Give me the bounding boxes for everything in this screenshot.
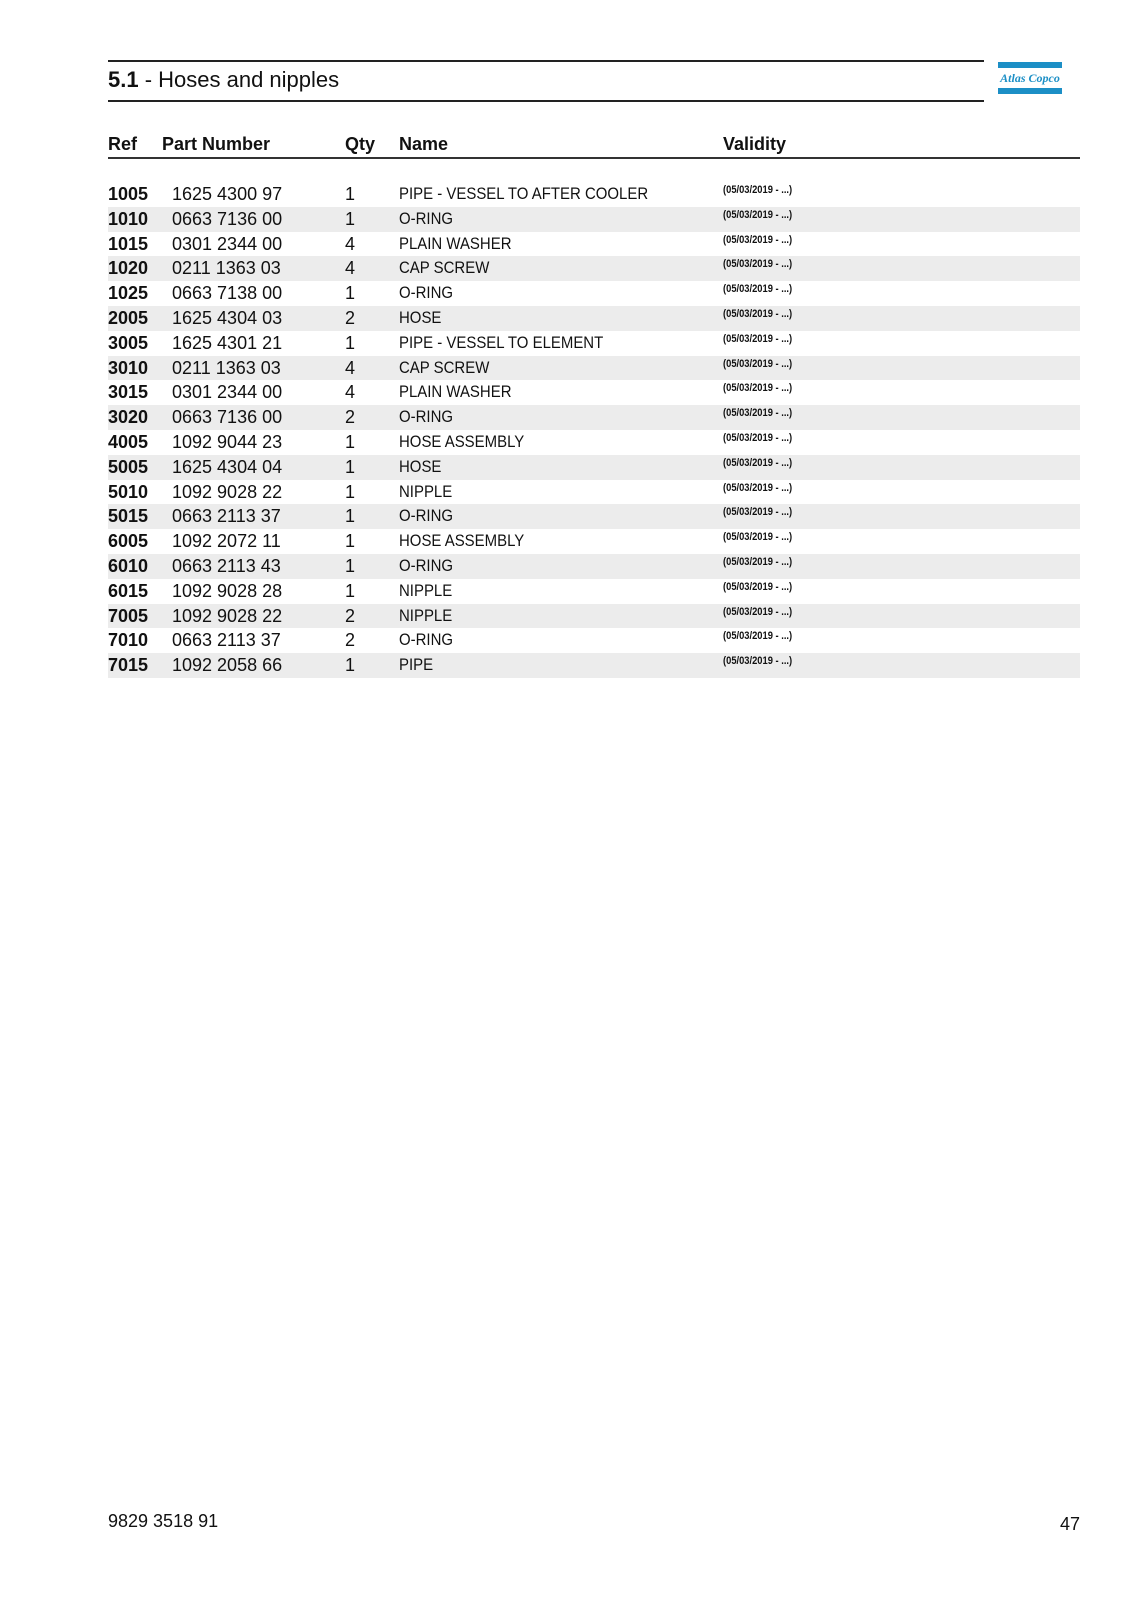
cell-validity: (05/03/2019 - ...): [723, 555, 793, 568]
cell-name: O-RING: [399, 407, 454, 427]
header-rule: [108, 157, 1080, 159]
cell-validity: (05/03/2019 - ...): [723, 407, 793, 420]
cell-validity: (05/03/2019 - ...): [723, 580, 793, 593]
cell-part-number: 1092 9028 28: [172, 580, 283, 601]
table-row: [108, 579, 1080, 604]
header-part-number: Part Number: [162, 134, 271, 154]
cell-name: PIPE: [399, 655, 434, 675]
cell-validity: (05/03/2019 - ...): [723, 605, 793, 618]
header-validity: Validity: [723, 134, 787, 154]
table-row: [108, 430, 1080, 455]
cell-ref: 7005: [108, 605, 149, 626]
cell-qty: 4: [345, 357, 356, 378]
table-row: [108, 380, 1080, 405]
cell-name: O-RING: [399, 555, 454, 575]
header-qty: Qty: [345, 134, 376, 154]
cell-validity: (05/03/2019 - ...): [723, 456, 793, 469]
cell-name: PIPE - VESSEL TO AFTER COOLER: [399, 184, 649, 203]
cell-qty: 4: [345, 233, 356, 254]
cell-qty: 1: [345, 506, 356, 527]
cell-name: NIPPLE: [399, 605, 453, 625]
table-header: [108, 130, 1080, 158]
cell-ref: 3010: [108, 357, 149, 378]
cell-part-number: 0211 1363 03: [172, 258, 281, 279]
cell-qty: 2: [345, 605, 356, 626]
cell-ref: 6015: [108, 580, 149, 601]
table-row: [108, 405, 1080, 430]
cell-ref: 1015: [108, 233, 149, 254]
cell-part-number: 1092 2072 11: [172, 531, 281, 552]
table-row: [108, 529, 1080, 554]
table-row: [108, 628, 1080, 653]
table-row: [108, 232, 1080, 257]
cell-qty: 1: [345, 332, 356, 353]
cell-qty: 1: [345, 655, 356, 676]
cell-qty: 1: [345, 431, 356, 452]
cell-qty: 1: [345, 456, 356, 477]
cell-name: CAP SCREW: [399, 258, 490, 278]
cell-part-number: 1625 4300 97: [172, 184, 283, 204]
cell-name: PLAIN WASHER: [399, 233, 512, 253]
table-row: [108, 554, 1080, 579]
cell-part-number: 0301 2344 00: [172, 382, 283, 403]
header-name: Name: [399, 134, 449, 154]
cell-ref: 3005: [108, 332, 149, 353]
cell-qty: 1: [345, 481, 356, 502]
title-rule-bottom: [108, 100, 984, 102]
cell-name: O-RING: [399, 630, 454, 650]
atlas-copco-logo: [998, 62, 1062, 94]
cell-part-number: 1625 4304 04: [172, 456, 283, 477]
cell-part-number: 1092 9044 23: [172, 431, 283, 452]
cell-name: HOSE ASSEMBLY: [399, 431, 525, 451]
table-row: [108, 504, 1080, 529]
cell-validity: (05/03/2019 - ...): [723, 357, 793, 370]
cell-name: PIPE - VESSEL TO ELEMENT: [399, 332, 604, 352]
cell-validity: (05/03/2019 - ...): [723, 208, 793, 221]
cell-name: HOSE ASSEMBLY: [399, 531, 525, 551]
cell-ref: 6005: [108, 531, 149, 552]
cell-validity: (05/03/2019 - ...): [723, 655, 793, 668]
title-rule-top: [108, 60, 984, 62]
table-row: [108, 256, 1080, 281]
cell-name: HOSE: [399, 307, 442, 327]
table-row: [108, 306, 1080, 331]
cell-name: O-RING: [399, 283, 454, 303]
logo-bar-top: [998, 62, 1062, 68]
table-row: [108, 207, 1080, 232]
cell-qty: 1: [345, 555, 356, 576]
cell-part-number: 0663 7138 00: [172, 283, 283, 304]
cell-name: O-RING: [399, 506, 454, 526]
table-row: [108, 356, 1080, 381]
cell-part-number: 1092 9028 22: [172, 605, 283, 626]
page-number: 47: [1059, 1514, 1080, 1534]
cell-validity: (05/03/2019 - ...): [723, 382, 793, 395]
logo-wordmark: Atlas Copco: [1000, 71, 1060, 85]
cell-ref: 5010: [108, 481, 149, 502]
cell-part-number: 0663 2113 43: [172, 555, 281, 576]
header-ref: Ref: [108, 134, 138, 154]
cell-qty: 1: [345, 208, 356, 229]
cell-part-number: 1092 9028 22: [172, 481, 283, 502]
table-row: [108, 331, 1080, 356]
cell-ref: 3020: [108, 407, 149, 428]
cell-ref: 3015: [108, 382, 149, 403]
cell-validity: (05/03/2019 - ...): [723, 283, 793, 296]
cell-ref: 7010: [108, 630, 149, 651]
section-title-text: - Hoses and nipples: [138, 67, 340, 92]
cell-name: CAP SCREW: [399, 357, 490, 377]
cell-ref: 1005: [108, 184, 149, 204]
cell-qty: 1: [345, 283, 356, 304]
cell-name: NIPPLE: [399, 580, 453, 600]
cell-validity: (05/03/2019 - ...): [723, 630, 793, 643]
cell-ref: 1020: [108, 258, 149, 279]
cell-part-number: 1092 2058 66: [172, 655, 283, 676]
cell-qty: 4: [345, 382, 356, 403]
cell-part-number: 0211 1363 03: [172, 357, 281, 378]
cell-validity: (05/03/2019 - ...): [723, 332, 793, 345]
section-number: 5.1: [108, 67, 139, 92]
cell-validity: (05/03/2019 - ...): [723, 307, 793, 320]
table-row: [108, 281, 1080, 306]
table-row: [108, 604, 1080, 629]
cell-qty: 1: [345, 580, 356, 601]
cell-ref: 2005: [108, 307, 149, 328]
cell-name: PLAIN WASHER: [399, 382, 512, 402]
cell-name: NIPPLE: [399, 481, 453, 501]
cell-qty: 4: [345, 258, 356, 279]
cell-part-number: 1625 4304 03: [172, 307, 283, 328]
cell-validity: (05/03/2019 - ...): [723, 431, 793, 444]
cell-qty: 2: [345, 407, 356, 428]
cell-qty: 2: [345, 307, 356, 328]
cell-qty: 2: [345, 630, 356, 651]
cell-part-number: 1625 4301 21: [172, 332, 283, 353]
cell-part-number: 0663 7136 00: [172, 407, 283, 428]
cell-qty: 1: [345, 184, 356, 204]
cell-validity: (05/03/2019 - ...): [723, 481, 793, 494]
cell-validity: (05/03/2019 - ...): [723, 258, 793, 271]
table-row: [108, 480, 1080, 505]
table-row: [108, 455, 1080, 480]
cell-validity: (05/03/2019 - ...): [723, 506, 793, 519]
cell-part-number: 0663 2113 37: [172, 506, 281, 527]
table-row: [108, 653, 1080, 678]
cell-name: O-RING: [399, 208, 454, 228]
cell-ref: 7015: [108, 655, 149, 676]
cell-validity: (05/03/2019 - ...): [723, 184, 793, 196]
document-number: 9829 3518 91: [108, 1511, 219, 1531]
logo-bar-bottom: [998, 88, 1062, 94]
cell-ref: 4005: [108, 431, 149, 452]
cell-part-number: 0663 7136 00: [172, 208, 283, 229]
parts-table-body: [108, 182, 1080, 678]
cell-part-number: 0301 2344 00: [172, 233, 283, 254]
cell-part-number: 0663 2113 37: [172, 630, 281, 651]
cell-name: HOSE: [399, 456, 442, 476]
cell-ref: 6010: [108, 555, 149, 576]
cell-ref: 1025: [108, 283, 149, 304]
table-row: [108, 182, 1080, 207]
cell-validity: (05/03/2019 - ...): [723, 531, 793, 544]
section-title: [108, 67, 339, 93]
cell-validity: (05/03/2019 - ...): [723, 233, 793, 246]
cell-ref: 1010: [108, 208, 149, 229]
cell-ref: 5005: [108, 456, 149, 477]
cell-qty: 1: [345, 531, 356, 552]
cell-ref: 5015: [108, 506, 149, 527]
